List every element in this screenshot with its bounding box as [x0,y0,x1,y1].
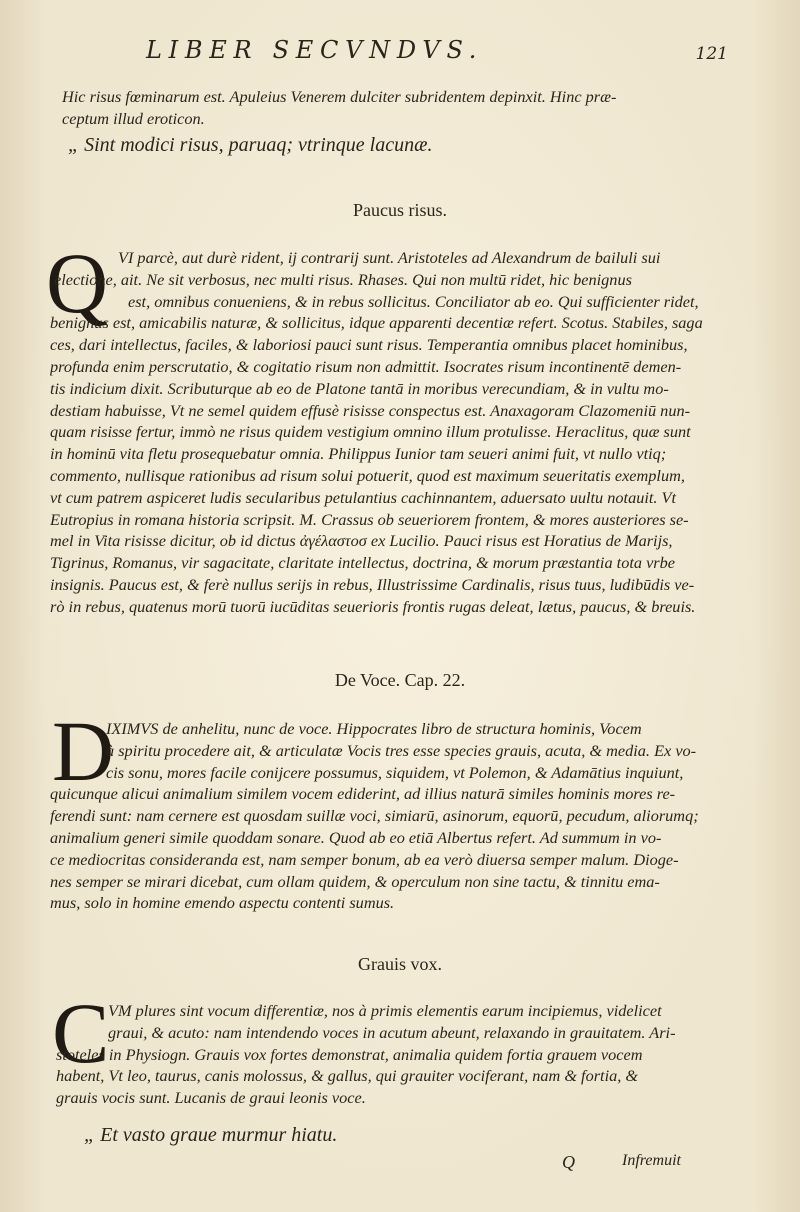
verse-quotation: „ Sint modici risus, paruaq; vtrinque lacunæ. [68,134,433,156]
text-line: vt cum patrem aspiceret ludis secularibus petulantius cachinnantem, aduersato uultu notauit. Vt [50,487,677,507]
section-heading-de-voce: De Voce. Cap. 22. [334,670,466,690]
text-line: habent, Vt leo, taurus, canis molossus, & gallus, qui grauiter vociferant, nam & fortia, & [56,1066,639,1086]
text-line: quicunque alicui animalium similem vocem ediderint, ad illius naturā similes hominis mores re- [50,784,676,804]
text-line: ferendi sunt: nam cernere est quosdam suillæ voci, simiarū, asinorum, equorū, pecudum, aliorumq; [50,806,699,826]
text-line: VI parcè, aut durè rident, ij contrarij sunt. Aristoteles ad Alexandrum de bailuli sui [118,248,661,267]
page-number: 121 [695,44,728,64]
text-line: tis indicium dixit. Scributurque ab eo de Platone tantā in moribus verecundiam, & in vultu mo- [50,378,669,398]
text-line: Tigrinus, Romanus, vir sagacitate, claritate intellectus, doctrina, & morum præstantia tota vrbe [50,553,675,573]
verse-quotation: „ Et vasto graue murmur hiatu. [84,1124,338,1146]
text-line: insignis. Paucus est, & ferè nullus serijs in rebus, Illustrissime Cardinalis, risus tuus, ludibūdis ve- [50,574,695,594]
text-line: quam risisse fertur, immò ne risus quidem vestigium omnino illum protulisse. Heraclitus, quæ sunt [50,422,691,442]
drop-cap-c: C [52,985,110,1081]
signature-mark: Q [562,1152,575,1172]
running-head: LIBER SECVNDVS. [146,36,484,64]
text-line: cis sonu, mores facile conijcere possumus, siquidem, vt Polemon, & Adamātius inquiunt, [106,762,684,782]
text-line: ces, dari intellectus, faciles, & laboriosi pauci sunt risus. Temperantia omnibus placet hominibus, [50,335,688,355]
drop-cap-q: Q [46,235,109,331]
text-line: graui, & acuto: nam intendendo voces in acutum abeunt, relaxando in grauitatem. Ari- [108,1022,676,1042]
text-line: destiam habuisse, Vt ne semel quidem effusè risisse conspectus est. Anaxagoram Clazomeniū nun- [50,400,691,420]
text-line: stoteles in Physiogn. Grauis vox fortes demonstrat, animalia quidem fortia grauem vocem [56,1044,643,1064]
text-line: benignus est, amicabilis naturæ, & sollicitus, idque apparenti decentiæ refert. Scotus. Stabiles, saga [50,313,703,333]
text-line: ceptum illud eroticon. [62,108,205,128]
section-paragraph [50,1000,720,1109]
text-line: rò in rebus, quatenus morū tuorū iucūditas seuerioris frontis rugas deleat, lætus, paucus, & breuis. [50,596,696,616]
text-line: VM plures sint vocum differentiæ, nos à primis elementis earum incipiemus, videlicet [108,1001,662,1020]
text-line: Hic risus fœminarum est. Apuleius Venerem dulciter subridentem depinxit. Hinc præ- [62,87,617,106]
text-line: electione, ait. Ne sit verbosus, nec multi risus. Rhases. Qui non multū ridet, hic benignus [54,269,632,289]
section-paragraph [50,718,720,914]
text-line: à spiritu procedere ait, & articulatæ Vocis tres esse species grauis, acuta, & media. Ex vo- [106,740,697,760]
section-paragraph [50,247,720,618]
text-line: animalium generi simile quoddam sonare. Quod ab eo etiā Albertus refert. Ad summum in vo- [50,827,662,847]
text-line: mel in Vita risisse dicitur, ob id dictus ἀγέλαστοσ ex Lucilio. Pauci risus est Horatius de Marijs, [50,531,673,551]
catchword: Infremuit [622,1152,681,1169]
text-line: nes semper se mirari dicebat, cum ollam quidem, & operculum non sine tactu, & tinnitu ema- [50,871,660,891]
text-line: ce mediocritas consideranda est, nam semper bonum, ab ea verò diuersa semper malum. Dioge- [50,849,679,869]
text-line: profunda enim perscrutatio, & cogitatio risum non admittit. Isocrates risum incontinentē demen- [50,356,682,376]
text-line: IXIMVS de anhelitu, nunc de voce. Hippocrates libro de structura hominis, Vocem [106,719,642,738]
text-line: commento, nullisque rationibus ad risum solui potuerit, quod est maximum seueritatis exemplum, [50,465,685,485]
section-heading-grauis-vox: Grauis vox. [358,954,442,974]
drop-cap-d: D [52,703,115,799]
text-line: in hominū vita fletu prosequebatur omnia. Philippus Iunior tam seueri animi fuit, vt nullo vtiq; [50,444,667,464]
text-line: mus, solo in homine emendo aspectu contenti sumus. [50,893,395,913]
text-line: Eutropius in romana historia scripsit. M. Crassus ob seueriorem frontem, & mores austeriores se- [50,509,689,529]
section-heading-paucus-risus: Paucus risus. [353,200,447,220]
text-line: est, omnibus conueniens, & in rebus sollicitus. Conciliator ab eo. Qui sufficienter ridet, [128,291,699,311]
intro-paragraph [62,86,732,130]
text-line: grauis vocis sunt. Lucanis de graui leonis voce. [56,1088,366,1108]
